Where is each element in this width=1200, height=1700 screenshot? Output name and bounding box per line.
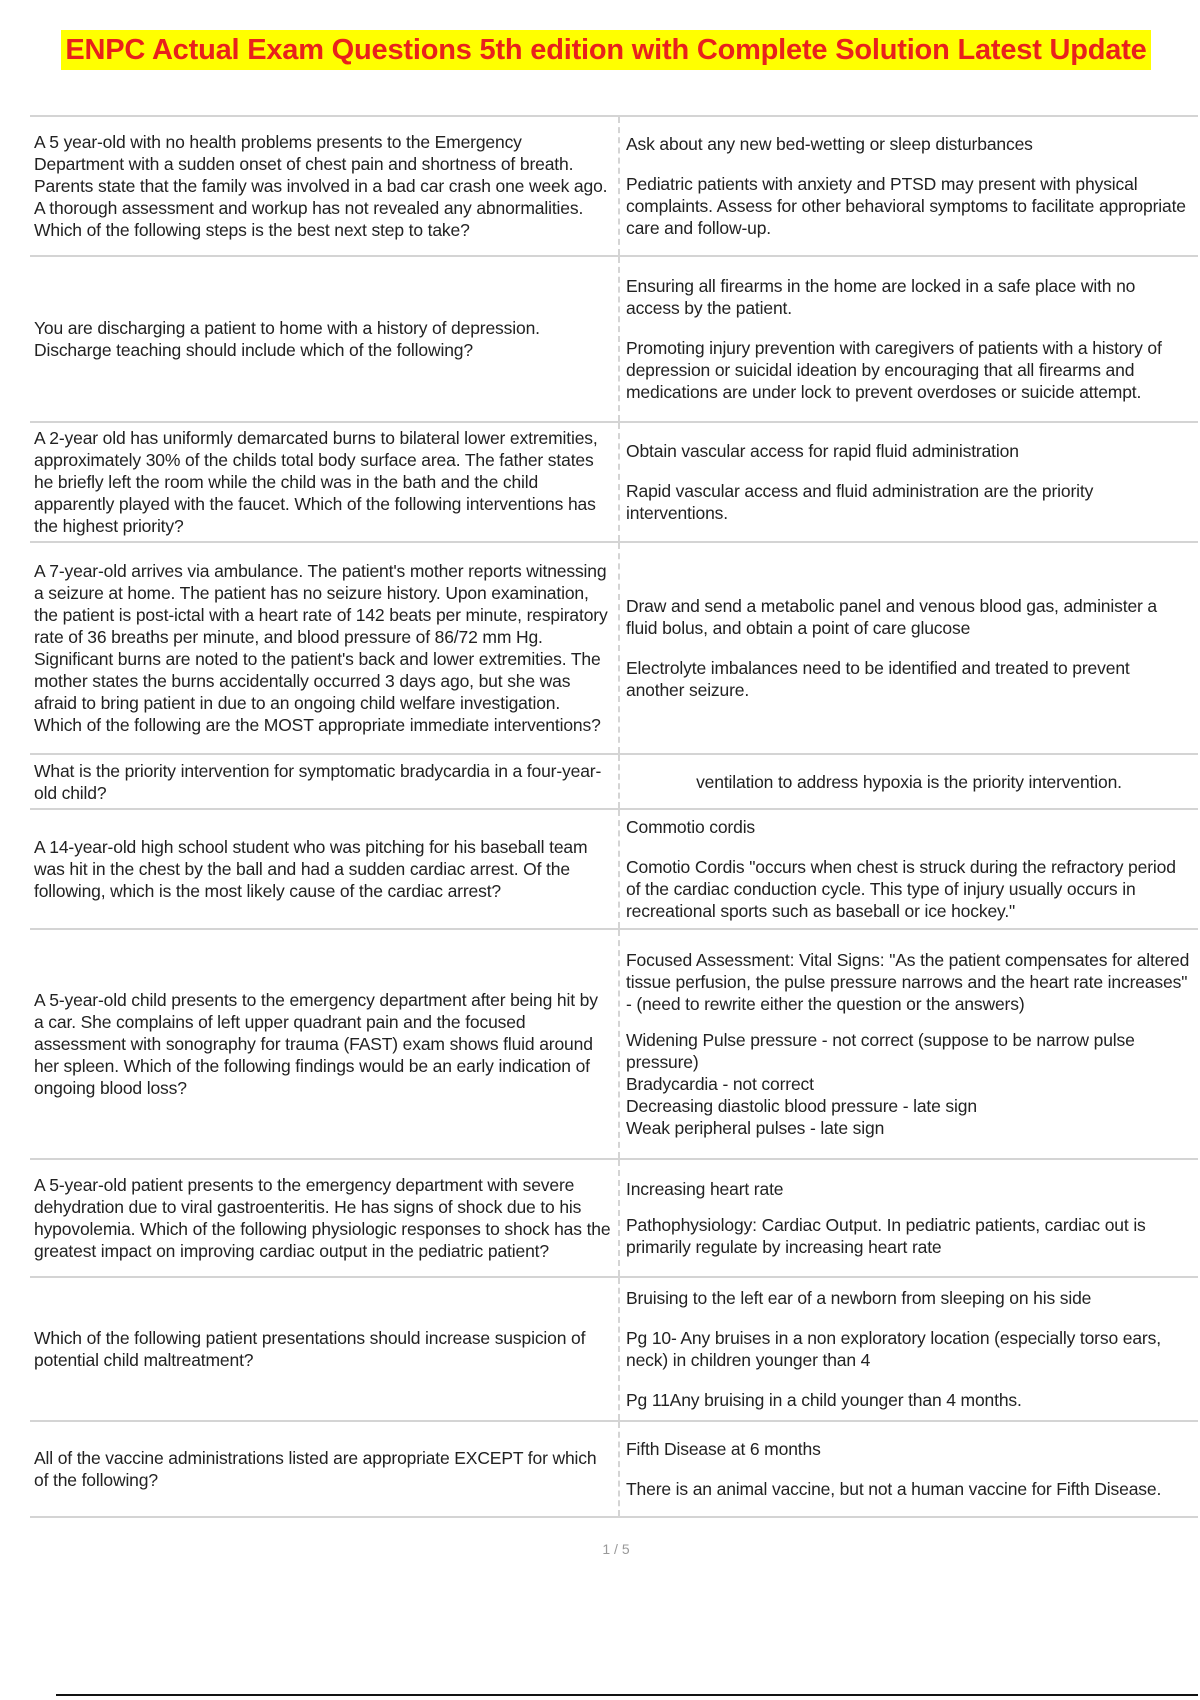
answer-text: Commotio cordis [626,817,756,837]
answer-cell [619,809,1198,929]
answer-text: Draw and send a metabolic panel and venous blood gas, administer a fluid bolus, and obtain a point of care glucose [626,596,1157,638]
answer-text: Increasing heart rate [626,1179,784,1199]
table-row [30,542,1198,754]
answer-cell [619,1159,1198,1277]
answer-text: ventilation to address hypoxia is the priority intervention. [696,771,1122,792]
rationale-text: Pediatric patients with anxiety and PTSD may present with physical complaints. Assess for other behavioral symptoms to facilitate appropriate care and follow-up. [626,174,1186,238]
table-row [30,1159,1198,1277]
answer-text: Bruising to the left ear of a newborn from sleeping on his side [626,1288,1092,1308]
answer-cell [619,542,1198,754]
rationale-text: Pg 11Any bruising in a child younger than 4 months. [626,1390,1022,1410]
table-row [30,754,1198,809]
answer-cell [619,1277,1198,1421]
question-cell: A 5-year-old patient presents to the emergency department with severe dehydration due to viral gastroenteritis. He has signs of shock due to his hypovolemia. Which of the following physiologic responses to shock has the greatest impact on improving cardiac output in the pediatric patient? [30,1159,619,1277]
table-row [30,929,1198,1159]
note-text: Decreasing diastolic blood pressure - late sign [626,1096,977,1116]
note-text: Bradycardia - not correct [626,1074,814,1094]
answer-cell [619,754,1198,809]
rationale-text: Pathophysiology: Cardiac Output. In pediatric patients, cardiac out is primarily regulate by increasing heart rate [626,1215,1146,1257]
rationale-text: Rapid vascular access and fluid administration are the priority interventions. [626,481,1094,523]
question-cell: A 14-year-old high school student who was pitching for his baseball team was hit in the chest by the ball and had a sudden cardiac arrest. Of the following, which is the most likely cause of the cardiac arrest? [30,809,619,929]
question-cell: A 5-year-old child presents to the emergency department after being hit by a car. She complains of left upper quadrant pain and the focused assessment with sonography for trauma (FAST) exam shows fluid around her spleen. Which of the following findings would be an early indication of ongoing blood loss? [30,929,619,1159]
table-row [30,256,1198,422]
answer-text: Ensuring all firearms in the home are locked in a safe place with no access by the patient. [626,276,1136,318]
answer-cell [619,256,1198,422]
question-cell: All of the vaccine administrations listed are appropriate EXCEPT for which of the following? [30,1421,619,1517]
question-cell: Which of the following patient presentations should increase suspicion of potential child maltreatment? [30,1277,619,1421]
answer-text: Obtain vascular access for rapid fluid administration [626,441,1019,461]
rationale-text: There is an animal vaccine, but not a human vaccine for Fifth Disease. [626,1479,1162,1499]
table-row [30,116,1198,256]
rationale-text: Comotio Cordis "occurs when chest is struck during the refractory period of the cardiac conduction cycle. This type of injury usually occurs in recreational sports such as baseball or ice hockey." [626,857,1176,921]
answer-text: Fifth Disease at 6 months [626,1439,821,1459]
answer-cell [619,929,1198,1159]
question-cell: A 7-year-old arrives via ambulance. The patient's mother reports witnessing a seizure at home. The patient has no seizure history. Upon examination, the patient is post-ictal with a heart rate of 142 beats per minute, respiratory rate of 36 breaths per minute, and blood pressure of 86/72 mm Hg. Significant burns are noted to the patient's back and lower extremities. The mother states the burns accidentally occurred 3 days ago, but she was afraid to bring patient in due to an ongoing child welfare investigation. Which of the following are the MOST appropriate immediate interventions? [30,542,619,754]
table-row [30,1277,1198,1421]
table-row [30,1421,1198,1517]
note-text: Widening Pulse pressure - not correct (suppose to be narrow pulse pressure) [626,1030,1135,1072]
answer-cell [619,1421,1198,1517]
footer-divider [56,1694,1198,1696]
table-row [30,809,1198,929]
page-number: 1 / 5 [602,1541,630,1557]
document-title: ENPC Actual Exam Questions 5th edition with Complete Solution Latest Update [61,30,1150,70]
answer-text: Ask about any new bed-wetting or sleep disturbances [626,134,1033,154]
rationale-text: Electrolyte imbalances need to be identified and treated to prevent another seizure. [626,658,1130,700]
answer-text: Focused Assessment: Vital Signs: "As the patient compensates for altered tissue perfusion, the pulse pressure narrows and the heart rate increases" - (need to rewrite either the question or the answers) [626,950,1190,1014]
title-container [40,30,1172,70]
question-cell: A 2-year old has uniformly demarcated burns to bilateral lower extremities, approximately 30% of the childs total body surface area. The father states he briefly left the room while the child was in the bath and the child apparently played with the faucet. Which of the following interventions has the highest priority? [30,422,619,542]
rationale-text: Pg 10- Any bruises in a non exploratory location (especially torso ears, neck) in children younger than 4 [626,1328,1161,1370]
rationale-text: Promoting injury prevention with caregivers of patients with a history of depression or suicidal ideation by encouraging that all firearms and medications are under lock to prevent overdoses or suicide attempt. [626,338,1162,402]
note-text: Weak peripheral pulses - late sign [626,1118,885,1138]
question-cell: You are discharging a patient to home with a history of depression. Discharge teaching should include which of the following? [30,256,619,422]
table-row [30,422,1198,542]
answer-cell [619,116,1198,256]
question-cell: What is the priority intervention for symptomatic bradycardia in a four-year-old child? [30,754,619,809]
answer-cell [619,422,1198,542]
qa-table [30,115,1198,1518]
question-cell: A 5 year-old with no health problems presents to the Emergency Department with a sudden onset of chest pain and shortness of breath. Parents state that the family was involved in a bad car crash one week ago. A thorough assessment and workup has not revealed any abnormalities. Which of the following steps is the best next step to take? [30,116,619,256]
